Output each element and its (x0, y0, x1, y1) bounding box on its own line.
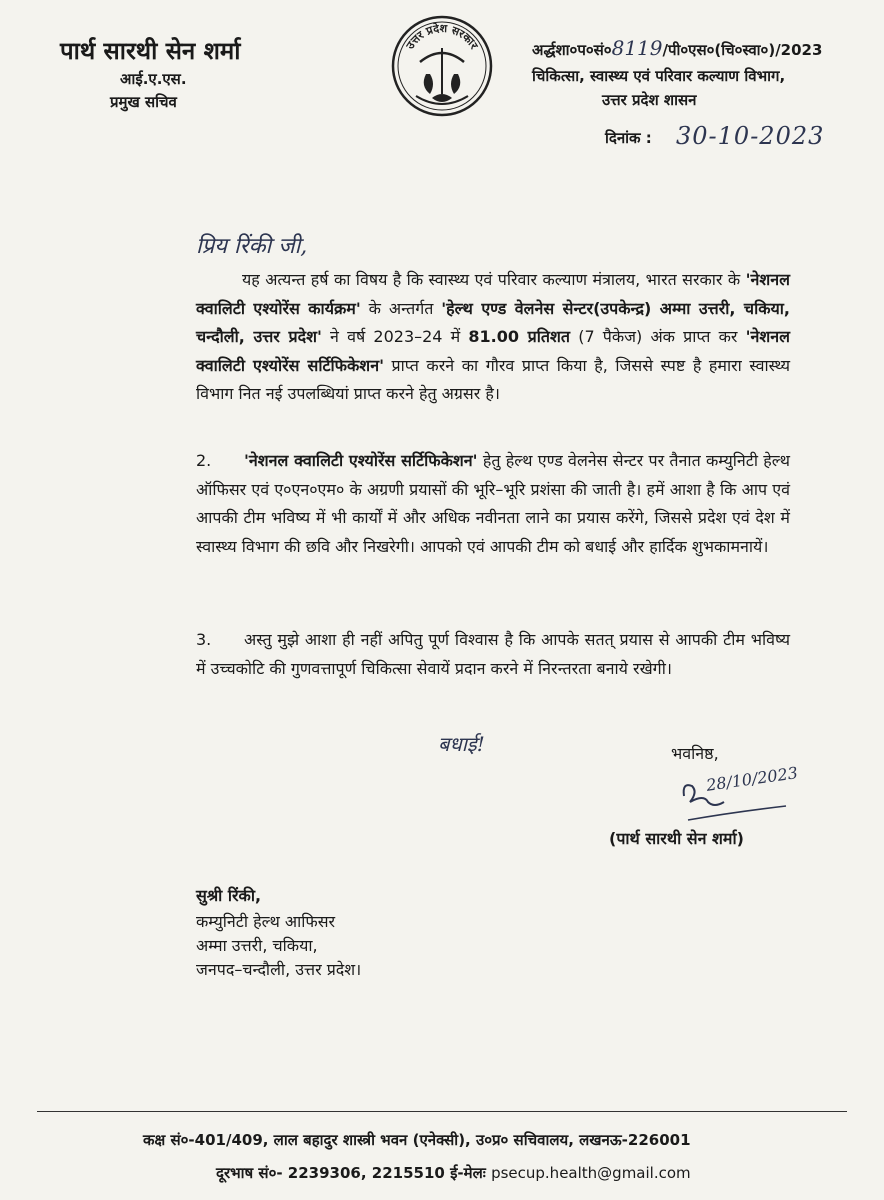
salutation: प्रिय रिंकी जी, (196, 234, 308, 259)
up-government-emblem-icon (390, 14, 494, 118)
signatory-name: (पार्थ सारथी सेन शर्मा) (609, 829, 744, 848)
date-handwritten: 30-10-2023 (676, 122, 825, 150)
footer-contact: दूरभाष सं०- 2239306, 2215510 ई-मेलः psecup.health@gmail.com (216, 1164, 691, 1182)
addressee-name: सुश्री रिंकी, (196, 886, 262, 905)
signature-date: 28/10/2023 (705, 763, 799, 795)
paragraph-3: 3. अस्तु मुझे आशा ही नहीं अपितु पूर्ण विश्वास है कि आपके सतत् प्रयास से आपकी टीम भविष्य में उच्चकोटि की गुणवत्तापूर्ण चिकित्सा सेवायें प्रदान करने में निरन्तरता बनाये रखेगी। (196, 626, 790, 683)
handwritten-note: बधाई! (438, 732, 485, 756)
emblem-text: उत्तर प्रदेश सरकार (403, 21, 481, 52)
officer-designation: प्रमुख सचिव (110, 93, 177, 111)
officer-name: पार्थ सारथी सेन शर्मा (60, 37, 241, 65)
addressee-place: अम्मा उत्तरी, चकिया, (196, 936, 318, 955)
valediction: भवनिष्ठ, (671, 744, 719, 763)
footer-divider (37, 1111, 847, 1112)
paragraph-1: यह अत्यन्त हर्ष का विषय है कि स्वास्थ्य एवं परिवार कल्याण मंत्रालय, भारत सरकार के 'नेशनल क्वालिटी एश्योरेंस कार्यक्रम' के अन्तर्गत 'हेल्थ एण्ड वेलनेस सेन्टर(उपकेन्द्र) अम्मा उत्तरी, चकिया, चन्दौली, उत्तर प्रदेश' ने वर्ष 2023–24 में 81.00 प्रतिशत (7 पैकेज) अंक प्राप्त कर 'नेशनल क्वालिटी एश्योरेंस सर्टिफिकेशन' प्राप्त करने का गौरव प्राप्त किया है, जिससे स्पष्ट है हमारा स्वास्थ्य विभाग नित नई उपलब्धियां प्राप्त करने हेतु अग्रसर है। (196, 270, 791, 404)
addressee-designation: कम्युनिटी हेल्थ आफिसर (196, 912, 336, 931)
government-name: उत्तर प्रदेश शासन (602, 91, 697, 109)
paragraph-2: 2. 'नेशनल क्वालिटी एश्योरेंस सर्टिफिकेशन' हेतु हेल्थ एण्ड वेलनेस सेन्टर पर तैनात कम्युनिटी हेल्थ ऑफिसर एवं ए०एन०एम० के अग्रणी प्रयासों की भूरि–भूरि प्रशंसा की जाती है। हमें आशा है कि आप एवं आपकी टीम भविष्य में भी कार्यों में और अधिक नवीनता लाने का प्रयास करेंगे, जिससे प्रदेश एवं देश में स्वास्थ्य विभाग की छवि और निखरेगी। आपको एवं आपकी टीम को बधाई और हार्दिक शुभकामनायें। (196, 447, 790, 561)
footer-email: psecup.health@gmail.com (491, 1164, 691, 1182)
reference-number-handwritten: 8119 (611, 36, 663, 60)
department-name: चिकित्सा, स्वास्थ्य एवं परिवार कल्याण विभाग, (532, 67, 786, 85)
footer-address: कक्ष सं०-401/409, लाल बहादुर शास्त्री भवन (एनेक्सी), उ०प्र० सचिवालय, लखनऊ-226001 (143, 1131, 691, 1149)
paragraph-number: 3. (196, 630, 212, 649)
addressee-district: जनपद–चन्दौली, उत्तर प्रदेश। (196, 960, 362, 979)
reference-number: अर्द्धशा०प०सं०8119/पी०एस०(चि०स्वा०)/2023 (532, 36, 823, 60)
date-label: दिनांक : (605, 129, 652, 147)
officer-service: आई.ए.एस. (120, 70, 187, 88)
paragraph-number: 2. (196, 451, 212, 470)
